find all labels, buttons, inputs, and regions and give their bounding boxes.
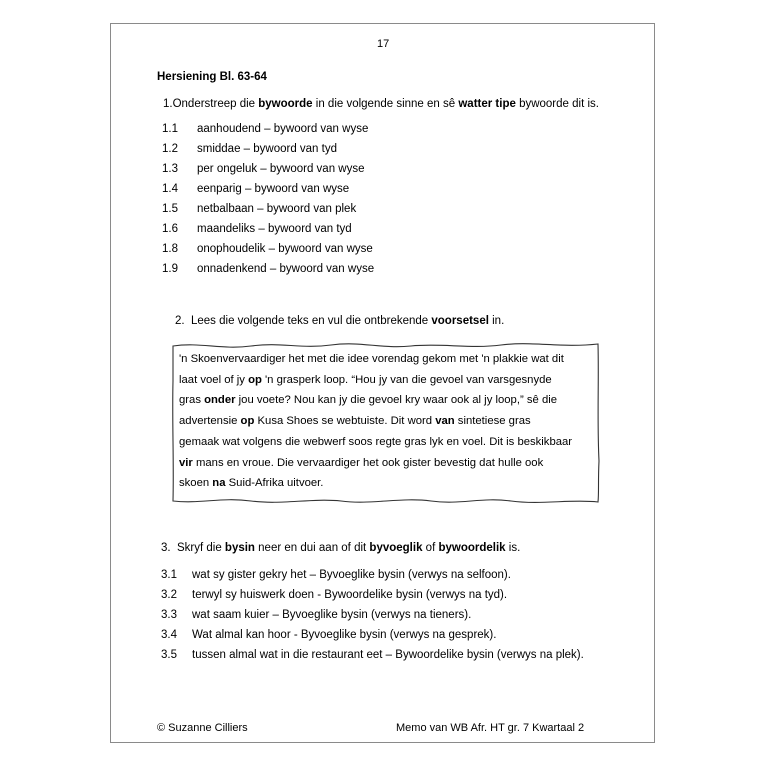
footer-title: Memo van WB Afr. HT gr. 7 Kwartaal 2: [396, 722, 585, 734]
passage-text: [179, 349, 589, 494]
question-number: 2.: [175, 315, 185, 327]
question-1-instruction: 1.Onderstreep die bywoorde in die volgende sinne en sê watter tipe bywoorde dit is.: [163, 98, 599, 110]
page-number: 17: [377, 38, 390, 50]
passage-line: vir mans en vroue. Die vervaardiger het ook gister bevestig dat hulle ook: [179, 456, 544, 469]
passage-line: laat voel of jy op 'n grasperk loop. “Hou jy van die gevoel van varsgesnyde: [179, 373, 552, 386]
question-3-instruction: 3. Skryf die bysin neer en dui aan of dit byvoeglik of bywoordelik is.: [161, 542, 521, 554]
passage-box: [171, 341, 601, 506]
footer-copyright: © Suzanne Cilliers: [157, 722, 248, 734]
passage-line: 'n Skoenvervaardiger het met die idee vorendag gekom met 'n plakkie wat dit: [179, 353, 564, 365]
question-number: 3.: [161, 542, 171, 554]
passage-line: skoen na Suid-Afrika uitvoer.: [179, 477, 324, 490]
document-page: 17 Hersiening Bl. 63-64 1.Onderstreep die bywoorde in die volgende sinne en sê watter tipe bywoorde dit is. 1.1 aanhoudend – bywoord van wyse 1.2 smiddae – bywoord van tyd 1.3 per ongeluk – bywoord van wyse 1.4 eenparig – bywoord van wyse 1.5 netbalbaan – bywoord van plek 1.6 maandeliks – bywoord van tyd 1.8 onophoudelik – bywoord van wyse 1.9 onnadenkend – bywoord van wyse 2. Lees die volgende teks en vul die ontbrekende voorsetsel in. 'n Skoenvervaardiger het met die idee vorendag gekom met 'n plakkie wat dit laat voel of jy op 'n grasperk loop. “Hou jy van die gevoel van varsgesnyde gras onder jou voete? Nou kan jy die gevoel kry waar ook al jy loop,” sê die advertensie op Kusa Shoes se webtuiste. Dit word van sintetiese gras gemaak wat volgens die webwerf soos regte gras lyk en voel. Dit is beskikbaar vir mans en vroue. Die vervaardiger het ook gister bevestig dat hulle ook skoen na Suid-Afrika uitvoer. 3. Skryf die bysin neer en dui aan of dit byvoeglik of bywoordelik is. 3.1 wat sy gister gekry het – Byvoeglike bysin (verwys na selfoon). 3.2 terwyl sy huiswerk doen - Bywoordelike bysin (verwys na tyd). 3.3 wat saam kuier – Byvoeglike bysin (verwys na tieners). 3.4 Wat almal kan hoor - Byvoeglike bysin (verwys na gesprek). 3.5 tussen almal wat in die restaurant eet – Bywoordelike bysin (verwys na plek). © Suzanne Cilliers Memo van WB Afr. HT gr. 7 Kwartaal 2: [110, 23, 655, 743]
passage-line: gemaak wat volgens die webwerf soos regte gras lyk en voel. Dit is beskikbaar: [179, 435, 573, 448]
passage-line: advertensie op Kusa Shoes se webtuiste. Dit word van sintetiese gras: [179, 415, 531, 428]
passage-line: gras onder jou voete? Nou kan jy die gevoel kry waar ook al jy loop,” sê die: [179, 394, 558, 407]
question-2-instruction: 2. Lees die volgende teks en vul die ontbrekende voorsetsel in.: [175, 315, 505, 327]
section-heading: Hersiening Bl. 63-64: [157, 71, 267, 83]
question-number: 1.: [163, 98, 173, 110]
